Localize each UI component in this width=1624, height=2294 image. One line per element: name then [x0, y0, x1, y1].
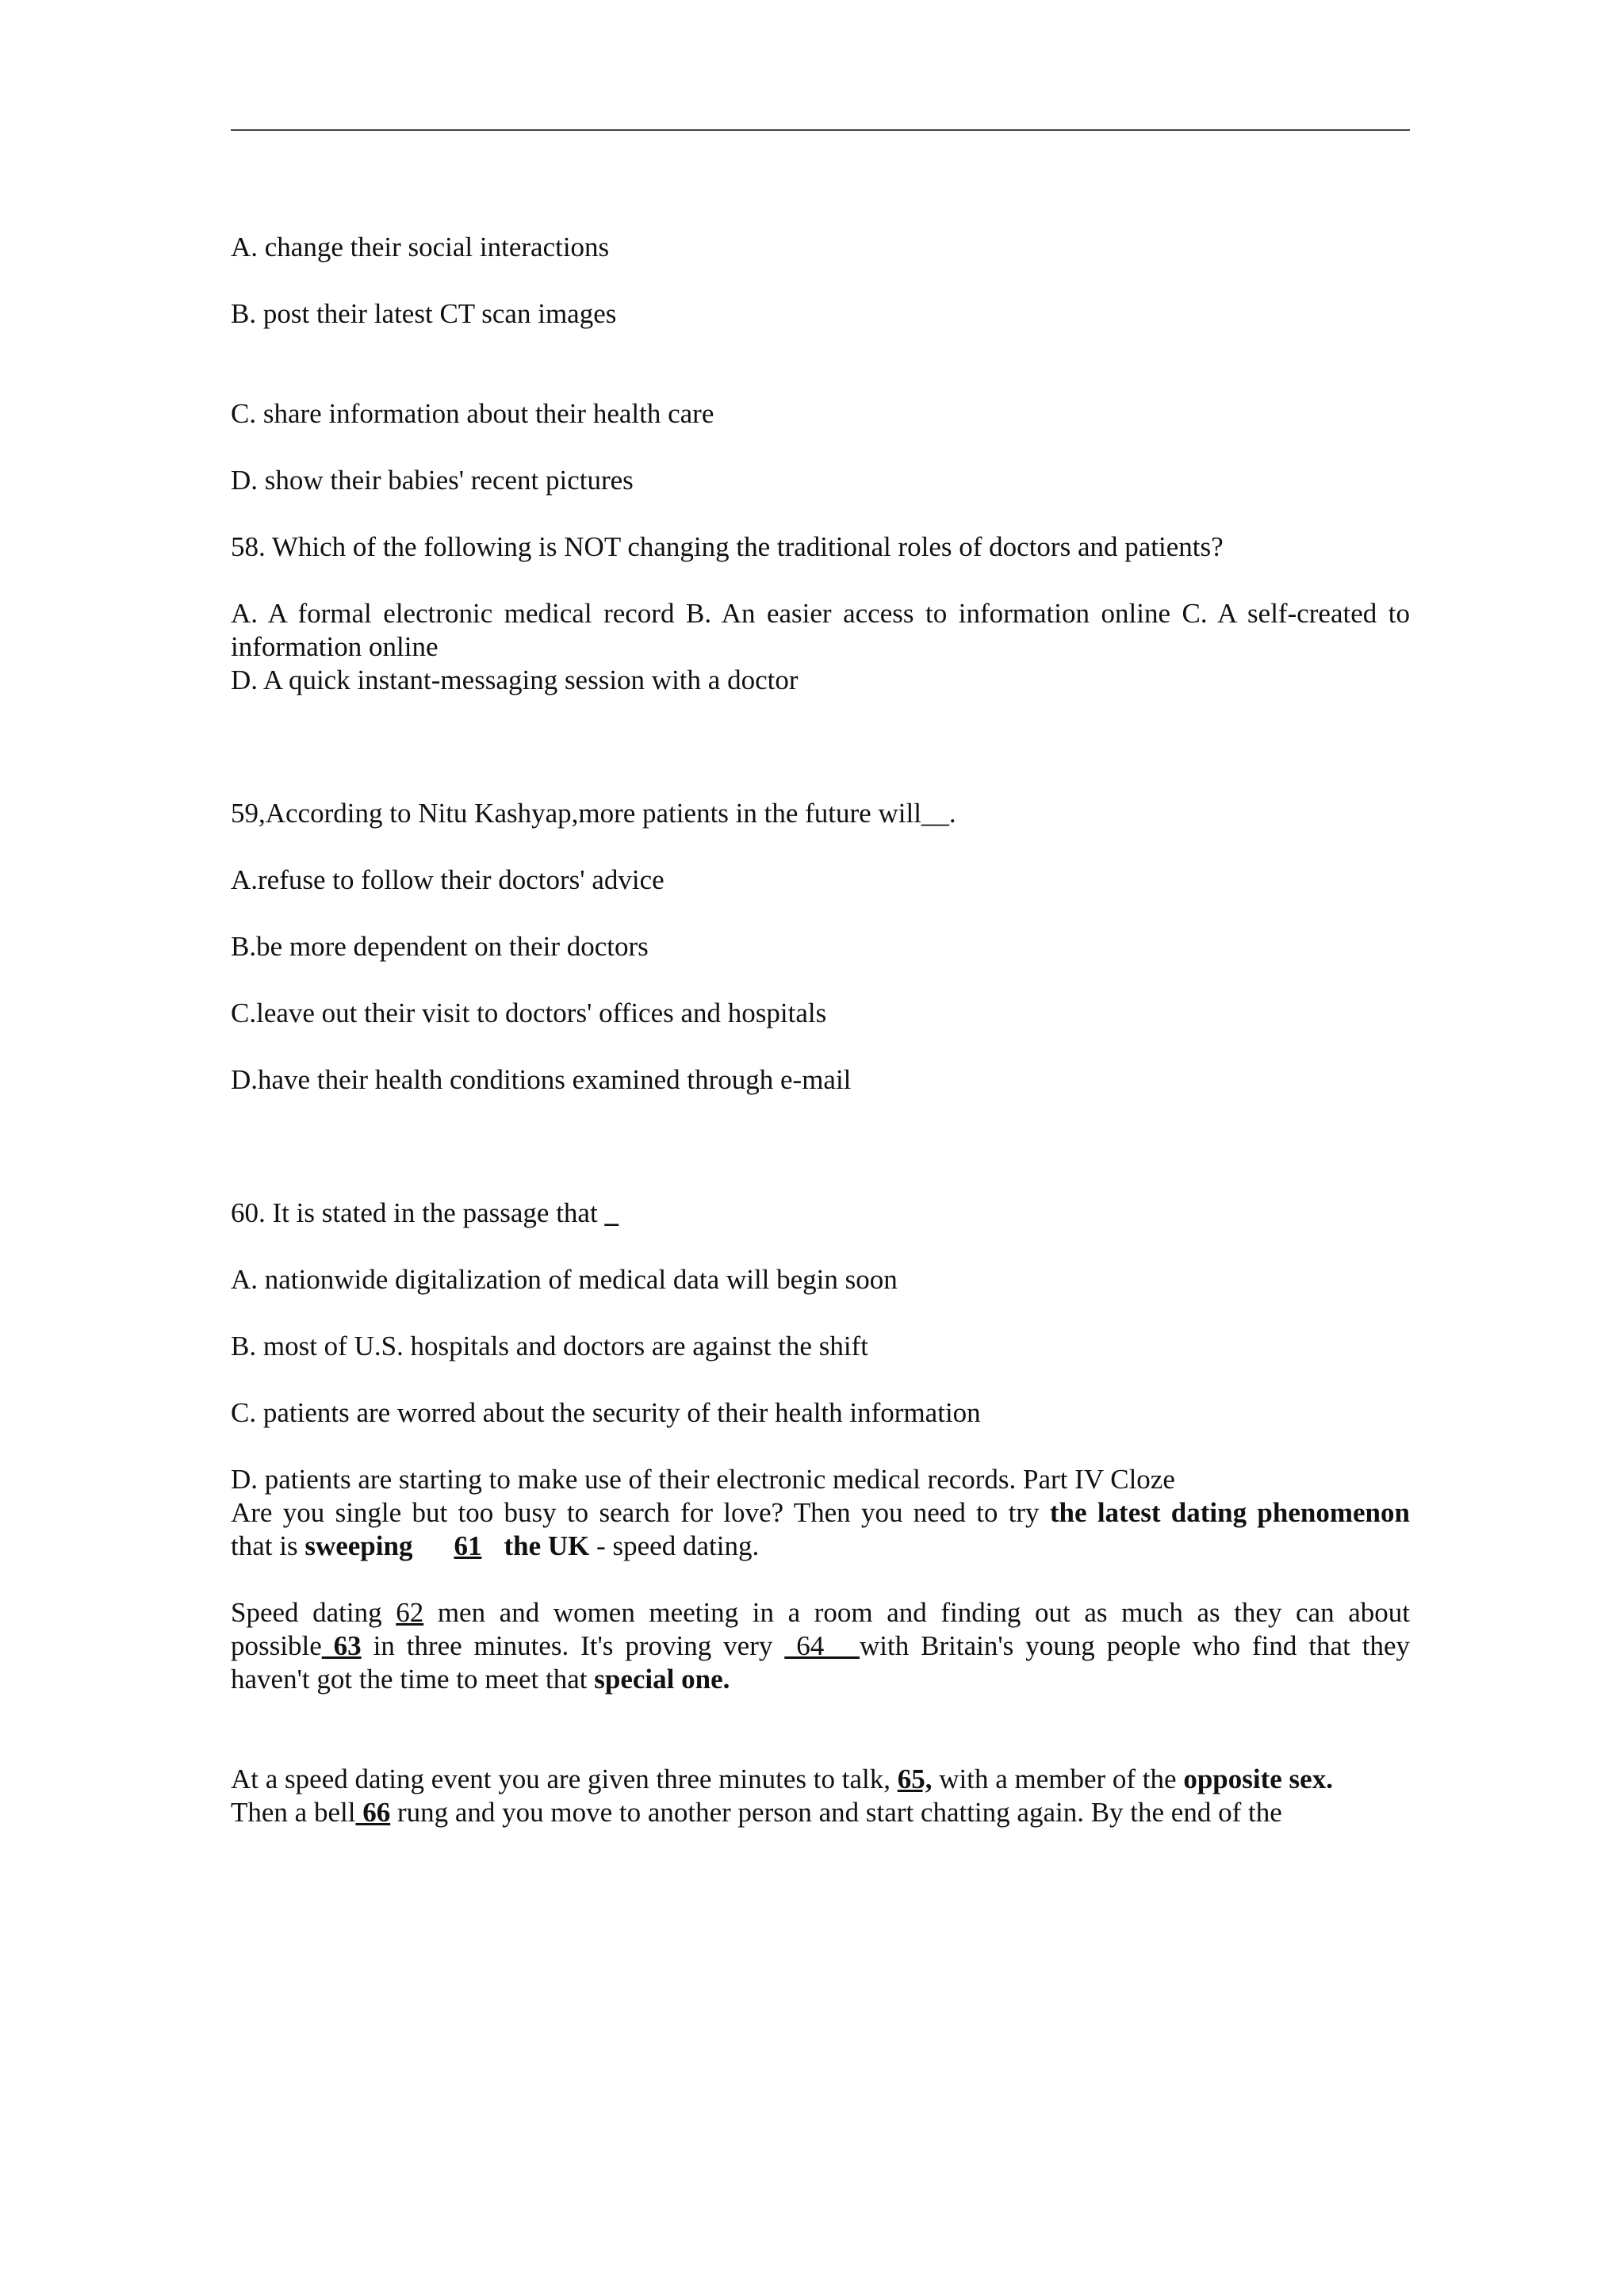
cloze-paragraph-3-line-2: [231, 1796, 1410, 1829]
q57-option-d: D. show their babies' recent pictures: [231, 465, 634, 496]
q59-question-text: 59,According to Nitu Kashyap,more patients in the future will: [231, 798, 921, 829]
q60-option-a: A. nationwide digitalization of medical data will begin soon: [231, 1264, 898, 1295]
cloze-paragraph-1-line-2: [231, 1530, 1410, 1563]
cloze-text: that is: [231, 1530, 305, 1561]
q60-blank: _: [604, 1197, 619, 1228]
cloze-text: with Britain's young people who find that they: [859, 1630, 1411, 1661]
q60-option-c: C. patients are worred about the security of their health information: [231, 1397, 981, 1428]
cloze-text: men and women meeting in a room and finding out as much as they can about: [423, 1597, 1410, 1628]
q58-options-line: A. A formal electronic medical record B. An easier access to information online C. A self-created to: [231, 598, 1410, 629]
cloze-paragraph-2-line-2: [231, 1630, 1410, 1663]
cloze-bold-phrase: sweeping: [304, 1530, 413, 1561]
cloze-blank-63: 63: [321, 1630, 362, 1661]
q60-question: [231, 1197, 1410, 1230]
q59-question-end: .: [948, 798, 956, 829]
q60-option-b: B. most of U.S. hospitals and doctors are against the shift: [231, 1331, 868, 1361]
q58-options-line-cont: information online: [231, 631, 439, 662]
cloze-blank-62: 62: [396, 1597, 424, 1628]
q57-option-b: B. post their latest CT scan images: [231, 298, 617, 329]
q59-option-b: B.be more dependent on their doctors: [231, 931, 649, 962]
cloze-bold-phrase: special one.: [594, 1664, 730, 1695]
cloze-paragraph-1-line-1: [231, 1496, 1410, 1530]
q59-option-a: A.refuse to follow their doctors' advice: [231, 864, 665, 895]
q58-option-d: D. A quick instant-messaging session with a doctor: [231, 664, 799, 695]
cloze-blank-64: 64: [784, 1630, 860, 1661]
cloze-paragraph-2-line-3: [231, 1663, 1410, 1696]
cloze-text: rung and you move to another person and start chatting again. By the end of the: [390, 1797, 1282, 1828]
header-rule: [231, 129, 1410, 131]
q60-question-text: 60. It is stated in the passage that: [231, 1197, 605, 1228]
cloze-text: Speed dating: [231, 1597, 396, 1628]
cloze-paragraph-2-line-1: [231, 1596, 1410, 1630]
cloze-text: Are you single but too busy to search for love? Then you need to try: [231, 1497, 1050, 1528]
cloze-blank-61: 61: [454, 1530, 482, 1561]
q57-option-c: C. share information about their health care: [231, 398, 714, 429]
cloze-text: - speed dating.: [589, 1530, 760, 1561]
q59-question: [231, 797, 1410, 830]
cloze-text: in three minutes. It's proving very: [361, 1630, 785, 1661]
q57-option-a: A. change their social interactions: [231, 232, 610, 262]
cloze-text: Then a bell: [231, 1797, 356, 1828]
cloze-paragraph-3-line-1: [231, 1763, 1410, 1796]
q60-option-d: D. patients are starting to make use of their electronic medical records. Part IV Cloze: [231, 1464, 1175, 1495]
q59-blank: __: [921, 798, 949, 829]
cloze-bold-phrase: opposite sex.: [1183, 1764, 1333, 1794]
cloze-text: haven't got the time to meet that: [231, 1664, 595, 1695]
cloze-bold-phrase: the UK: [504, 1530, 590, 1561]
cloze-blank-66: 66: [355, 1797, 391, 1828]
q58-question: 58. Which of the following is NOT changing the traditional roles of doctors and patients?: [231, 531, 1224, 562]
q59-option-d: D.have their health conditions examined through e-mail: [231, 1064, 852, 1095]
q59-option-c: C.leave out their visit to doctors' offices and hospitals: [231, 998, 827, 1028]
cloze-blank-65: 65,: [897, 1764, 933, 1794]
cloze-text: with a member of the: [932, 1764, 1184, 1794]
cloze-bold-phrase: the latest dating phenomenon: [1049, 1497, 1410, 1528]
cloze-text: possible: [231, 1630, 322, 1661]
cloze-text: At a speed dating event you are given three minutes to talk,: [231, 1764, 898, 1794]
